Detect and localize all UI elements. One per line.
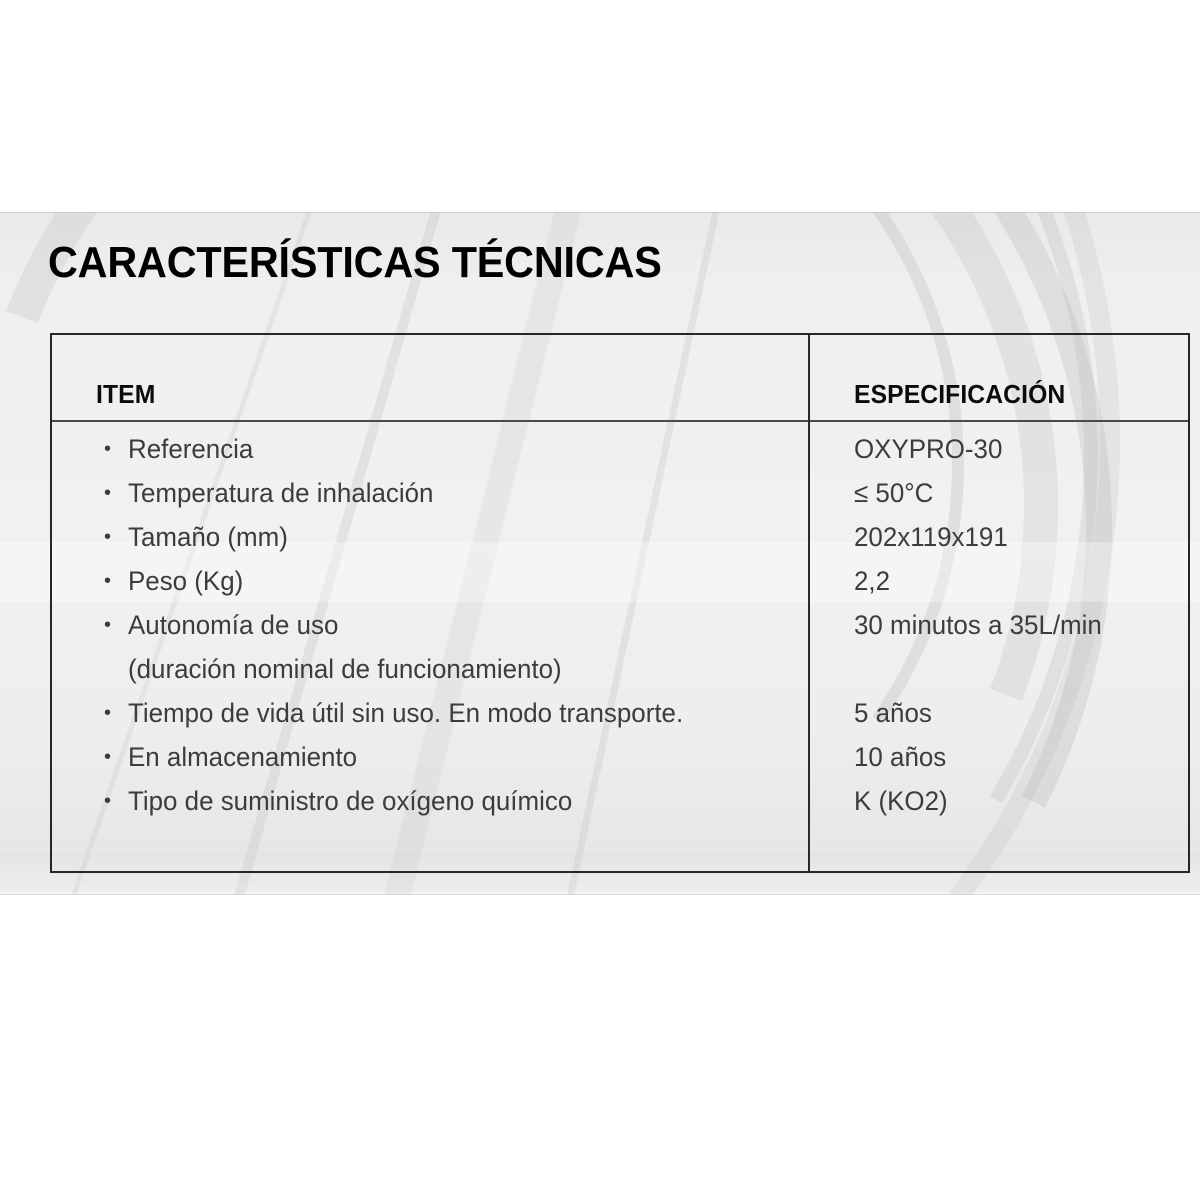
table-row (810, 515, 1188, 559)
table-row (52, 471, 808, 515)
table-row (52, 647, 808, 691)
item-rows (52, 427, 808, 823)
bullet-icon: • (104, 790, 112, 812)
specification-value: OXYPRO-30 (854, 434, 1003, 464)
specification-value: 5 años (854, 698, 932, 728)
item-label: Referencia (128, 434, 254, 464)
bullet-icon: • (104, 614, 112, 636)
column-header-specification: ESPECIFICACIÓN (854, 379, 1066, 409)
specification-value (854, 647, 861, 691)
band-bottom-edge (0, 894, 1200, 895)
specifications-table (50, 333, 1190, 873)
table-row (810, 427, 1188, 471)
table-row (52, 603, 808, 647)
table-column-item (52, 335, 808, 871)
table-row (52, 779, 808, 823)
specification-value: 202x119x191 (854, 522, 1008, 552)
item-label: Peso (Kg) (128, 566, 244, 596)
table-row (52, 735, 808, 779)
table-column-specification (810, 335, 1188, 871)
bullet-icon: • (104, 570, 112, 592)
item-label: Tipo de suministro de oxígeno químico (128, 786, 573, 816)
bullet-icon: • (104, 526, 112, 548)
page-title: CARACTERÍSTICAS TÉCNICAS (48, 238, 662, 287)
column-header-item: ITEM (96, 379, 156, 409)
item-label: Temperatura de inhalación (128, 478, 434, 508)
bullet-icon: • (104, 438, 112, 460)
column-divider (808, 335, 810, 871)
table-row (810, 559, 1188, 603)
bullet-icon: • (104, 746, 112, 768)
specification-value: 10 años (854, 742, 947, 772)
bullet-icon: • (104, 482, 112, 504)
specification-value: K (KO2) (854, 786, 948, 816)
item-label: Autonomía de uso (128, 610, 339, 640)
table-row (810, 779, 1188, 823)
band-top-edge (0, 212, 1200, 213)
specification-value: 30 minutos a 35L/min (854, 610, 1102, 640)
table-row (52, 691, 808, 735)
table-row (810, 735, 1188, 779)
item-label: Tamaño (mm) (128, 522, 288, 552)
item-label: Tiempo de vida útil sin uso. En modo transporte. (128, 698, 684, 728)
specification-value: ≤ 50°C (854, 478, 934, 508)
item-label: En almacenamiento (128, 742, 358, 772)
table-row (52, 559, 808, 603)
table-row (810, 471, 1188, 515)
bullet-icon: • (104, 702, 112, 724)
table-row (810, 603, 1188, 647)
table-row (52, 427, 808, 471)
table-row (52, 515, 808, 559)
table-row (810, 691, 1188, 735)
item-label: (duración nominal de funcionamiento) (128, 654, 562, 684)
table-row (810, 647, 1188, 691)
specification-value: 2,2 (854, 566, 891, 596)
specification-rows (810, 427, 1188, 823)
